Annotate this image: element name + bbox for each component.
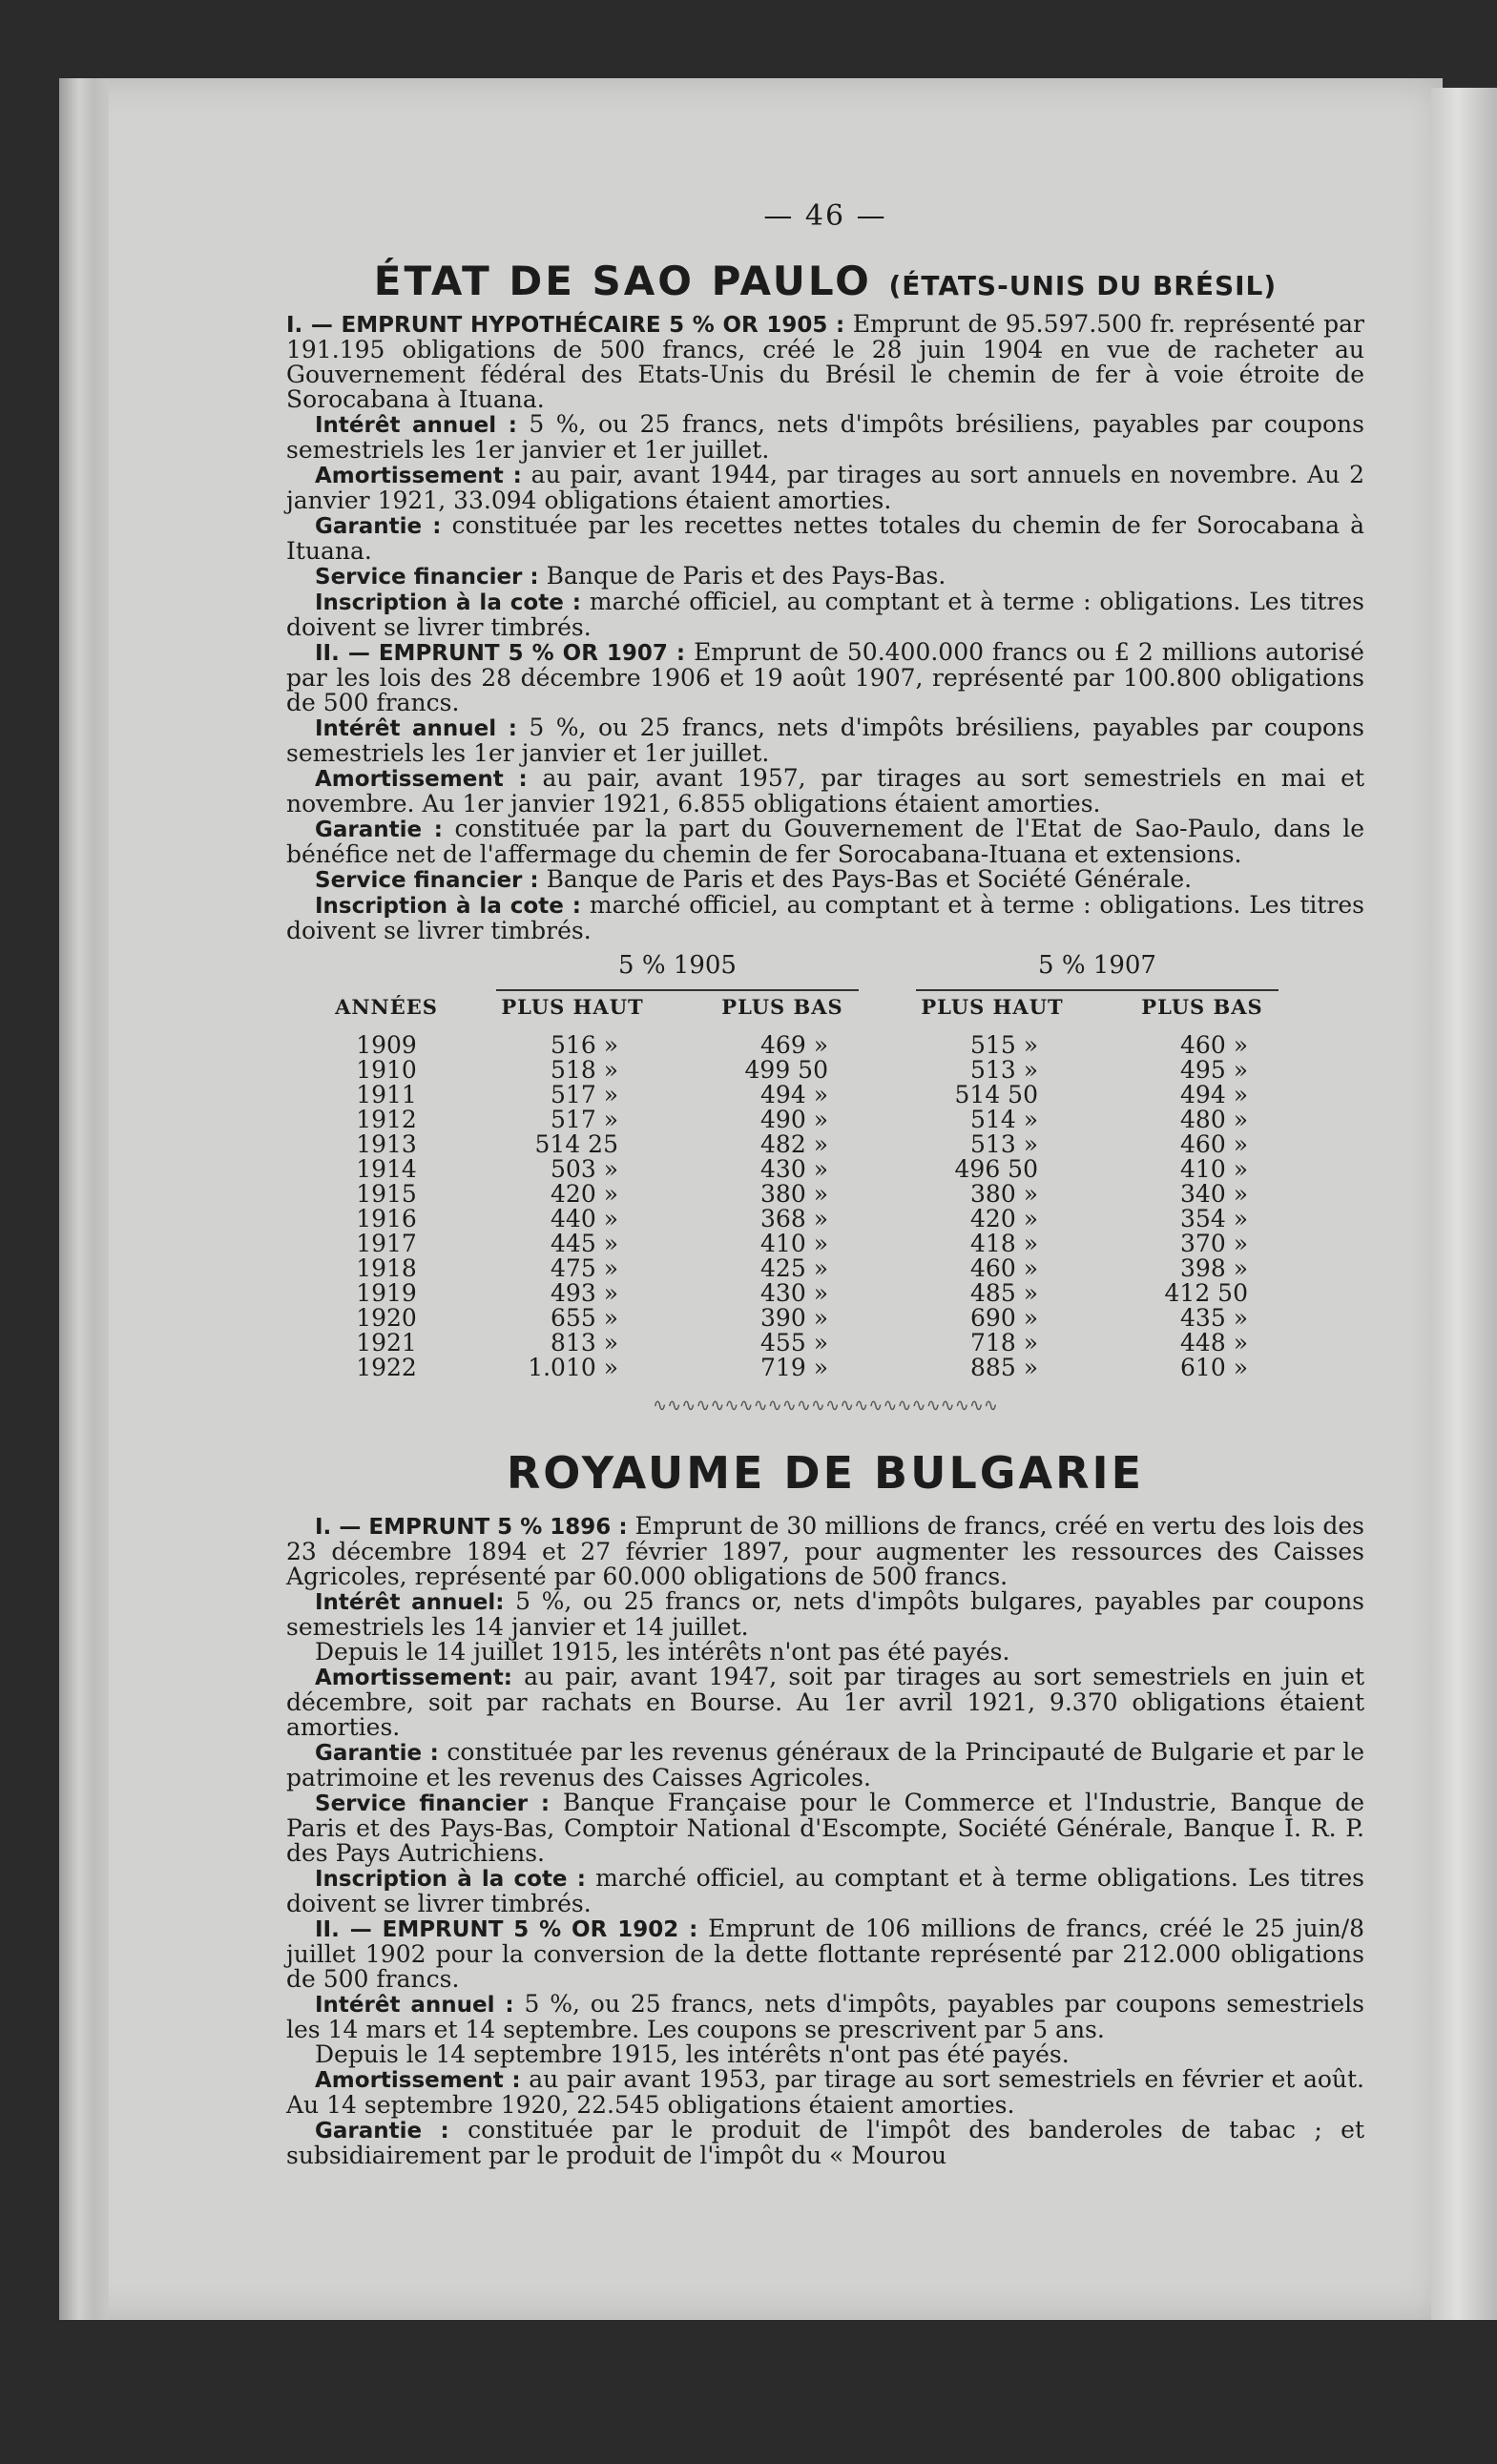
table-row [305, 1132, 1307, 1157]
interest-paragraph [286, 1992, 1364, 2042]
column-header-plus-bas: PLUS BAS [721, 995, 843, 1019]
price-cell: 518 » [551, 1056, 618, 1084]
table-row [305, 1232, 1307, 1256]
listing-label: Inscription à la cote : [315, 590, 581, 615]
price-cell: 469 » [760, 1031, 828, 1059]
amortization-paragraph [286, 1665, 1364, 1740]
column-header-plus-bas: PLUS BAS [1141, 995, 1263, 1019]
table-row [305, 1207, 1307, 1232]
amortization-label: Amortissement: [315, 1666, 512, 1690]
price-cell: 494 » [1180, 1081, 1248, 1108]
price-cell: 475 » [551, 1254, 618, 1282]
service-paragraph [286, 867, 1364, 893]
price-cell: 493 » [551, 1279, 618, 1307]
price-cell: 494 » [760, 1081, 828, 1108]
price-cell: 445 » [551, 1230, 618, 1257]
price-cell: 503 » [551, 1155, 618, 1183]
guarantee-label: Garantie : [315, 818, 443, 842]
guarantee-text: constituée par les revenus généraux de la Principauté de Bulgarie et par le patrimoine et les revenus des Caisses Agricoles. [286, 1738, 1365, 1791]
service-label: Service financier : [315, 868, 539, 893]
guarantee-label: Garantie : [315, 1741, 439, 1766]
guarantee-label: Garantie : [315, 2119, 449, 2143]
amortization-paragraph [286, 766, 1364, 817]
price-cell: 490 » [760, 1106, 828, 1133]
year-cell: 1922 [356, 1354, 417, 1381]
listing-paragraph [286, 590, 1364, 640]
column-header-plus-haut: PLUS HAUT [921, 995, 1064, 1019]
interest-paragraph [286, 1589, 1364, 1640]
price-cell: 370 » [1180, 1230, 1248, 1257]
page-number: — 46 — [763, 199, 887, 233]
service-paragraph [286, 1791, 1364, 1866]
price-cell: 885 » [970, 1354, 1038, 1381]
loan-text: Emprunt de 95.597.500 fr. représenté par 191.195 obligations de 500 francs, créé le 28 juin 1904 en vue de racheter au Gouvernement fédéral des Etats-Unis du Brésil le chemin de fer à voie étroite de Sorocabana à Ituana. [286, 310, 1364, 413]
table-row [305, 1306, 1307, 1331]
year-cell: 1917 [356, 1230, 417, 1257]
price-cell: 420 » [551, 1180, 618, 1208]
group-header-label: 5 % 1905 [618, 951, 737, 980]
listing-text: marché officiel, au comptant et à terme obligations. Les titres doivent se livrer timbrés. [286, 1864, 1364, 1917]
listing-label: Inscription à la cote : [315, 894, 581, 919]
price-cell: 412 50 [1164, 1279, 1248, 1307]
price-cell: 480 » [1180, 1106, 1248, 1133]
guarantee-text: constituée par la part du Gouvernement de l'Etat de Sao-Paulo, dans le bénéfice net de l'affermage du chemin de fer Sorocabana-Ituana et extensions. [286, 815, 1364, 868]
amortization-paragraph [286, 2067, 1364, 2118]
price-cell: 496 50 [954, 1155, 1038, 1183]
table-row [305, 1033, 1307, 1058]
guarantee-paragraph [286, 817, 1364, 867]
section-subtitle: (ÉTATS-UNIS DU BRÉSIL) [888, 270, 1278, 301]
price-cell: 410 » [1180, 1155, 1248, 1183]
price-cell: 514 50 [954, 1081, 1038, 1108]
price-cell: 718 » [970, 1329, 1038, 1356]
year-cell: 1909 [356, 1031, 417, 1059]
price-cell: 513 » [970, 1130, 1038, 1158]
interest-label: Intérêt annuel : [315, 1993, 514, 2018]
loan-heading: I. — EMPRUNT HYPOTHÉCAIRE 5 % OR 1905 : [286, 313, 845, 338]
year-cell: 1919 [356, 1279, 417, 1307]
guarantee-paragraph [286, 513, 1364, 564]
price-cell: 340 » [1180, 1180, 1248, 1208]
listing-paragraph [286, 893, 1364, 943]
unpaid-note: Depuis le 14 juillet 1915, les intérêts n'ont pas été payés. [315, 1638, 1010, 1666]
table-row [305, 1256, 1307, 1281]
price-cell: 495 » [1180, 1056, 1248, 1084]
year-cell: 1914 [356, 1155, 417, 1183]
price-cell: 719 » [760, 1354, 828, 1381]
price-cell: 513 » [970, 1056, 1038, 1084]
price-cell: 430 » [760, 1279, 828, 1307]
price-cell: 420 » [970, 1205, 1038, 1232]
interest-paragraph [286, 715, 1364, 766]
interest-text: 5 %, ou 25 francs, nets d'impôts brésiliens, payables par coupons semestriels les 1er janvier et 1er juillet. [286, 714, 1364, 767]
table-body [305, 1033, 1307, 1380]
interest-label: Intérêt annuel : [315, 716, 517, 741]
listing-label: Inscription à la cote : [315, 1867, 586, 1892]
price-cell: 390 » [760, 1304, 828, 1332]
price-cell: 690 » [970, 1304, 1038, 1332]
year-cell: 1912 [356, 1106, 417, 1133]
guarantee-label: Garantie : [315, 514, 442, 539]
price-table [305, 953, 1307, 1380]
price-cell: 610 » [1180, 1354, 1248, 1381]
price-cell: 455 » [760, 1329, 828, 1356]
interest-label: Intérêt annuel : [315, 413, 517, 438]
amortization-text: au pair, avant 1947, soit par tirages au sort semestriels en juin et décembre, soit par rachats en Bourse. Au 1er avril 1921, 9.370 obligations étaient amorties. [286, 1663, 1364, 1741]
loan-text: Emprunt de 50.400.000 francs ou £ 2 millions autorisé par les lois des 28 décembre 1906 et 19 août 1907, représenté par 100.800 obligations de 500 francs. [286, 638, 1364, 716]
price-cell: 485 » [970, 1279, 1038, 1307]
loan-text: Emprunt de 30 millions de francs, créé en vertu des lois des 23 décembre 1894 et 27 février 1897, pour augmenter les ressources des Caisses Agricoles, représenté par 60.000 obligations de 500 francs. [286, 1512, 1364, 1590]
table-row [305, 1281, 1307, 1306]
price-cell: 418 » [970, 1230, 1038, 1257]
table-row [305, 1182, 1307, 1207]
guarantee-text: constituée par les recettes nettes totales du chemin de fer Sorocabana à Ituana. [286, 511, 1364, 565]
amortization-paragraph [286, 463, 1364, 513]
price-cell: 514 25 [534, 1130, 618, 1158]
price-cell: 514 » [970, 1106, 1038, 1133]
amortization-text: au pair, avant 1944, par tirages au sort annuels en novembre. Au 2 janvier 1921, 33.094 obligations étaient amorties. [286, 461, 1364, 514]
group-header-1907 [887, 953, 1307, 995]
brace-divider [916, 978, 1279, 991]
service-label: Service financier : [315, 565, 539, 590]
loan-heading: II. — EMPRUNT 5 % OR 1902 : [315, 1917, 698, 1942]
column-header-plus-haut: PLUS HAUT [501, 995, 644, 1019]
page-edge-right [1431, 88, 1497, 2320]
interest-text: 5 %, ou 25 francs, nets d'impôts brésiliens, payables par coupons semestriels les 1er janvier et 1er juillet. [286, 410, 1364, 464]
price-cell: 425 » [760, 1254, 828, 1282]
amortization-label: Amortissement : [315, 767, 528, 792]
amortization-text: au pair, avant 1957, par tirages au sort semestriels en mai et novembre. Au 1er janvier 1921, 6.855 obligations étaient amorties. [286, 764, 1364, 818]
price-cell: 440 » [551, 1205, 618, 1232]
interest-text: 5 %, ou 25 francs, nets d'impôts, payables par coupons semestriels les 14 mars et 14 septembre. Les coupons se prescrivent par 5 ans. [286, 1990, 1364, 2043]
price-cell: 655 » [551, 1304, 618, 1332]
table-header-row [305, 995, 1307, 1033]
interest-text: 5 %, ou 25 francs or, nets d'impôts bulgares, payables par coupons semestriels les 14 janvier et 14 juillet. [286, 1587, 1365, 1641]
guarantee-text: constituée par le produit de l'impôt des banderoles de tabac ; et subsidiairement par le produit de l'impôt du « Mourou [286, 2116, 1364, 2169]
price-cell: 460 » [1180, 1130, 1248, 1158]
price-cell: 380 » [970, 1180, 1038, 1208]
price-cell: 430 » [760, 1155, 828, 1183]
unpaid-note: Depuis le 14 septembre 1915, les intérêts n'ont pas été payés. [315, 2040, 1070, 2068]
loan-paragraph [286, 1916, 1364, 1992]
table-row [305, 1157, 1307, 1182]
amortization-label: Amortissement : [315, 464, 522, 488]
price-cell: 813 » [551, 1329, 618, 1356]
listing-text: marché officiel, au comptant et à terme : obligations. Les titres doivent se livrer timbrés. [286, 588, 1364, 641]
section-title-sao-paulo [286, 258, 1364, 304]
loan-text: Emprunt de 106 millions de francs, créé le 25 juin/8 juillet 1902 pour la conversion de la dette flottante représenté par 212.000 obligations de 500 francs. [286, 1915, 1364, 1993]
price-cell: 1.010 » [528, 1354, 618, 1381]
interest-paragraph [286, 412, 1364, 463]
service-text: Banque de Paris et des Pays-Bas et Société Générale. [546, 865, 1193, 893]
price-cell: 515 » [970, 1031, 1038, 1059]
price-cell: 368 » [760, 1205, 828, 1232]
price-cell: 517 » [551, 1106, 618, 1133]
price-cell: 435 » [1180, 1304, 1248, 1332]
year-cell: 1918 [356, 1254, 417, 1282]
section-title-bulgarie: ROYAUME DE BULGARIE [506, 1447, 1145, 1499]
year-cell: 1921 [356, 1329, 417, 1356]
price-cell: 398 » [1180, 1254, 1248, 1282]
table-row [305, 1331, 1307, 1356]
guarantee-paragraph [286, 2118, 1364, 2168]
table-row [305, 1083, 1307, 1108]
group-header-1905 [468, 953, 887, 995]
brace-divider [496, 978, 859, 991]
price-cell: 517 » [551, 1081, 618, 1108]
year-cell: 1910 [356, 1056, 417, 1084]
price-cell: 354 » [1180, 1205, 1248, 1232]
loan-paragraph [286, 1514, 1364, 1589]
table-row [305, 1356, 1307, 1380]
service-label: Service financier : [315, 1791, 551, 1816]
group-header-label: 5 % 1907 [1038, 951, 1156, 980]
price-cell: 482 » [760, 1130, 828, 1158]
year-cell: 1920 [356, 1304, 417, 1332]
amortization-label: Amortissement : [315, 2068, 521, 2093]
service-paragraph [286, 564, 1364, 590]
year-cell: 1915 [356, 1180, 417, 1208]
table-group-row [305, 953, 1307, 995]
table-row [305, 1058, 1307, 1083]
year-cell: 1913 [356, 1130, 417, 1158]
page-edge-left [59, 78, 109, 2320]
wavy-separator: ∿∿∿∿∿∿∿∿∿∿∿∿∿∿∿∿∿∿∿∿∿∿∿∿ [653, 1396, 998, 1416]
price-cell: 410 » [760, 1230, 828, 1257]
section-title-text: ÉTAT DE SAO PAULO [373, 258, 872, 304]
loan-paragraph [286, 640, 1364, 715]
year-cell: 1911 [356, 1081, 417, 1108]
listing-text: marché officiel, au comptant et à terme : obligations. Les titres doivent se livrer timbrés. [286, 891, 1364, 944]
table-row [305, 1108, 1307, 1132]
price-cell: 460 » [1180, 1031, 1248, 1059]
loan-heading: II. — EMPRUNT 5 % OR 1907 : [315, 641, 686, 666]
price-cell: 499 50 [744, 1056, 828, 1084]
amortization-text: au pair avant 1953, par tirage au sort semestriels en février et août. Au 14 septembre 1920, 22.545 obligations étaient amorties. [286, 2065, 1365, 2119]
service-text: Banque de Paris et des Pays-Bas. [546, 562, 946, 590]
interest-label: Intérêt annuel: [315, 1590, 505, 1615]
price-cell: 448 » [1180, 1329, 1248, 1356]
year-cell: 1916 [356, 1205, 417, 1232]
guarantee-paragraph [286, 1740, 1364, 1791]
price-cell: 380 » [760, 1180, 828, 1208]
loan-paragraph [286, 312, 1364, 412]
listing-paragraph [286, 1866, 1364, 1916]
price-cell: 516 » [551, 1031, 618, 1059]
service-text: Banque Française pour le Commerce et l'Industrie, Banque de Paris et des Pays-Bas, Comptoir National d'Escompte, Société Générale, Banque I. R. P. des Pays Autrichiens. [286, 1789, 1365, 1867]
column-header-annees: ANNÉES [335, 995, 438, 1019]
loan-heading: I. — EMPRUNT 5 % 1896 : [315, 1515, 628, 1540]
page-content [286, 191, 1364, 2168]
price-cell: 460 » [970, 1254, 1038, 1282]
